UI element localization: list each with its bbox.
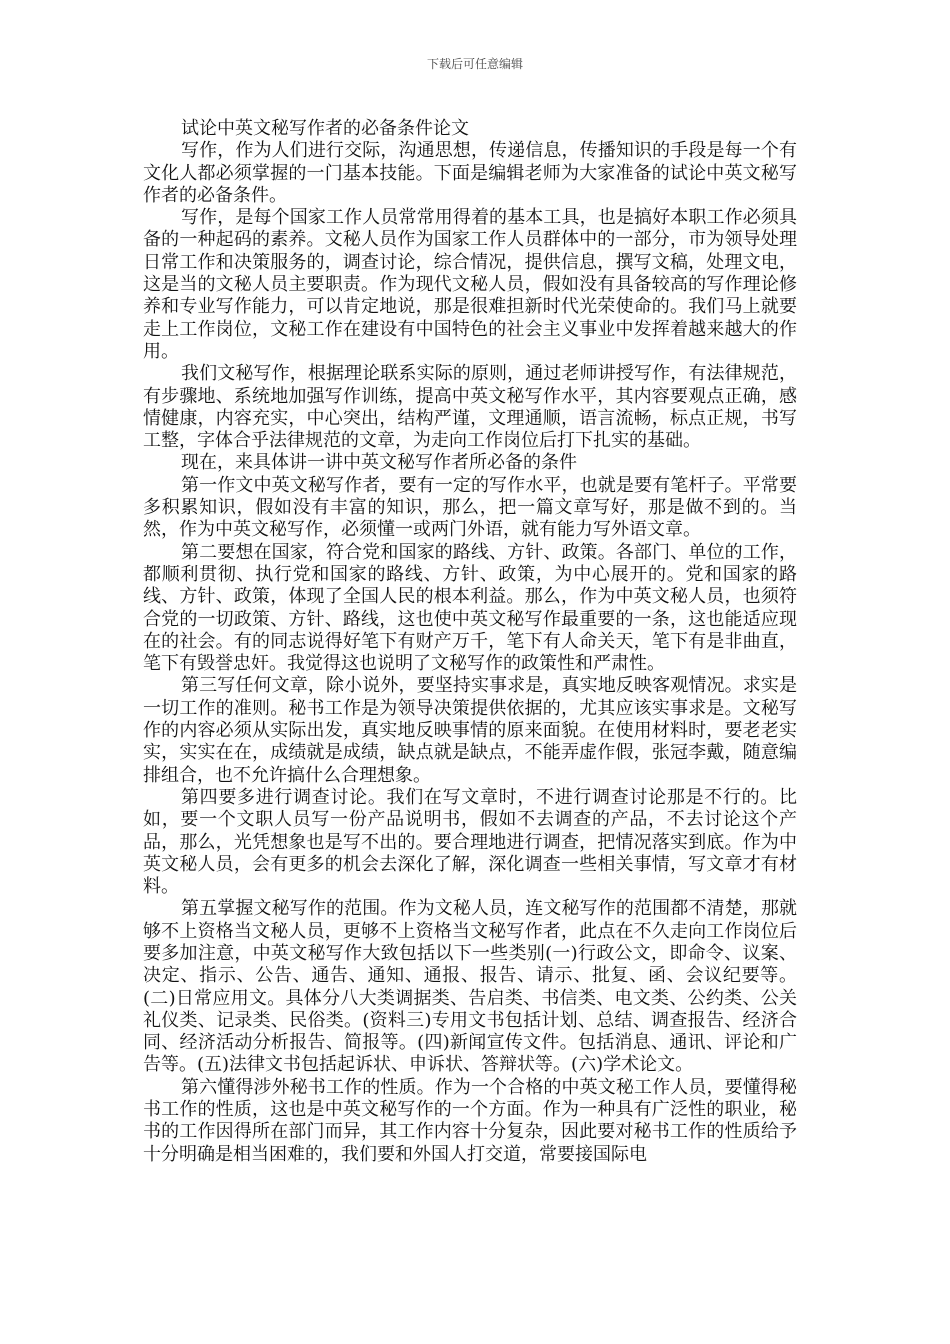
article-title: 试论中英文秘写作者的必备条件论文 xyxy=(181,118,469,139)
paragraph: 现在，来具体讲一讲中英文秘写作者所必备的条件 xyxy=(181,452,577,474)
page-header: 下载后可任意编辑 xyxy=(426,57,523,71)
article-body xyxy=(143,118,797,1166)
paragraph: 第一作文中英文秘写作者，要有一定的写作水平，也就是要有笔杆子。平常要多积累知识，假如没有丰富的知识，那么，把一篇文章写好，那是做不到的。当然，作为中英文秘写作，必须懂一或两门外语，就有能力写外语文章。 xyxy=(143,474,797,541)
paragraph: 第三写任何文章，除小说外，要坚持实事求是，真实地反映客观情况。求实是一切工作的准则。秘书工作是为领导决策提供依据的，尤其应该实事求是。文秘写作的内容必须从实际出发，真实地反映事情的原来面貌。在使用材料时，要老老实实，实实在在，成绩就是成绩，缺点就是缺点，不能弄虚作假，张冠李戴，随意编排组合，也不允许搞什么合理想象。 xyxy=(143,675,797,786)
paragraph: 我们文秘写作，根据理论联系实际的原则，通过老师讲授写作，有法律规范，有步骤地、系统地加强写作训练，提高中英文秘写作水平，其内容要观点正确，感情健康，内容充实，中心突出，结构严谨，文理通顺，语言流畅，标点正规，书写工整，字体合乎法律规范的文章，为走向工作岗位后打下扎实的基础。 xyxy=(143,363,797,452)
paragraph: 写作，是每个国家工作人员常常用得着的基本工具，也是搞好本职工作必须具备的一种起码的素养。文秘人员作为国家工作人员群体中的一部分，市为领导处理日常工作和决策服务的，调查讨论，综合情况，提供信息，撰写文稿，处理文电，这是当的文秘人员主要职责。作为现代文秘人员，假如没有具备较高的写作理论修养和专业写作能力，可以肯定地说，那是很难担新时代光荣使命的。我们马上就要走上工作岗位，文秘工作在建设有中国特色的社会主义事业中发挥着越来越大的作用。 xyxy=(143,207,797,362)
paragraph: 第五掌握文秘写作的范围。作为文秘人员，连文秘写作的范围都不清楚，那就够不上资格当文秘人员，更够不上资格当文秘写作者，此点在不久走向工作岗位后要多加注意，中英文秘写作大致包括以下一些类别(一)行政公文，即命令、议案、决定、指示、公告、通告、通知、通报、报告、请示、批复、函、会议纪要等。(二)日常应用文。具体分八大类调据类、告启类、书信类、电文类、公约类、公关礼仪类、记录类、民俗类。(资料三)专用文书包括计划、总结、调查报告、经济合同、经济活动分析报告、简报等。(四)新闻宣传文件。包括消息、通讯、评论和广告等。(五)法律文书包括起诉状、申诉状、答辩状等。(六)学术论文。 xyxy=(143,898,797,1076)
paragraph: 第六懂得涉外秘书工作的性质。作为一个合格的中英文秘工作人员，要懂得秘书工作的性质，这也是中英文秘写作的一个方面。作为一种具有广泛性的职业，秘书的工作因得所在部门而异，其工作内容十分复杂，因此要对秘书工作的性质给予十分明确是相当困难的，我们要和外国人打交道，常要接国际电 xyxy=(143,1076,797,1165)
paragraph: 第二要想在国家，符合党和国家的路线、方针、政策。各部门、单位的工作，都顺利贯彻、执行党和国家的路线、方针、政策，为中心展开的。党和国家的路线、方针、政策，体现了全国人民的根本利益。那么，作为中英文秘人员，也须符合党的一切政策、方针、路线，这也使中英文秘写作最重要的一条，这也能适应现在的社会。有的同志说得好笔下有财产万千，笔下有人命关天，笔下有是非曲直，笔下有毁誉忠奸。我觉得这也说明了文秘写作的政策性和严肃性。 xyxy=(143,541,797,675)
paragraph: 写作，作为人们进行交际，沟通思想，传递信息，传播知识的手段是每一个有文化人都必须掌握的一门基本技能。下面是编辑老师为大家准备的试论中英文秘写作者的必备条件。 xyxy=(143,140,797,206)
paragraph: 第四要多进行调查讨论。我们在写文章时，不进行调查讨论那是不行的。比如，要一个文职人员写一份产品说明书，假如不去调查的产品，不去讨论这个产品，那么，光凭想象也是写不出的。要合理地进行调查，把情况落实到底。作为中英文秘人员，会有更多的机会去深化了解，深化调查一些相关事情，写文章才有材料。 xyxy=(143,786,797,898)
